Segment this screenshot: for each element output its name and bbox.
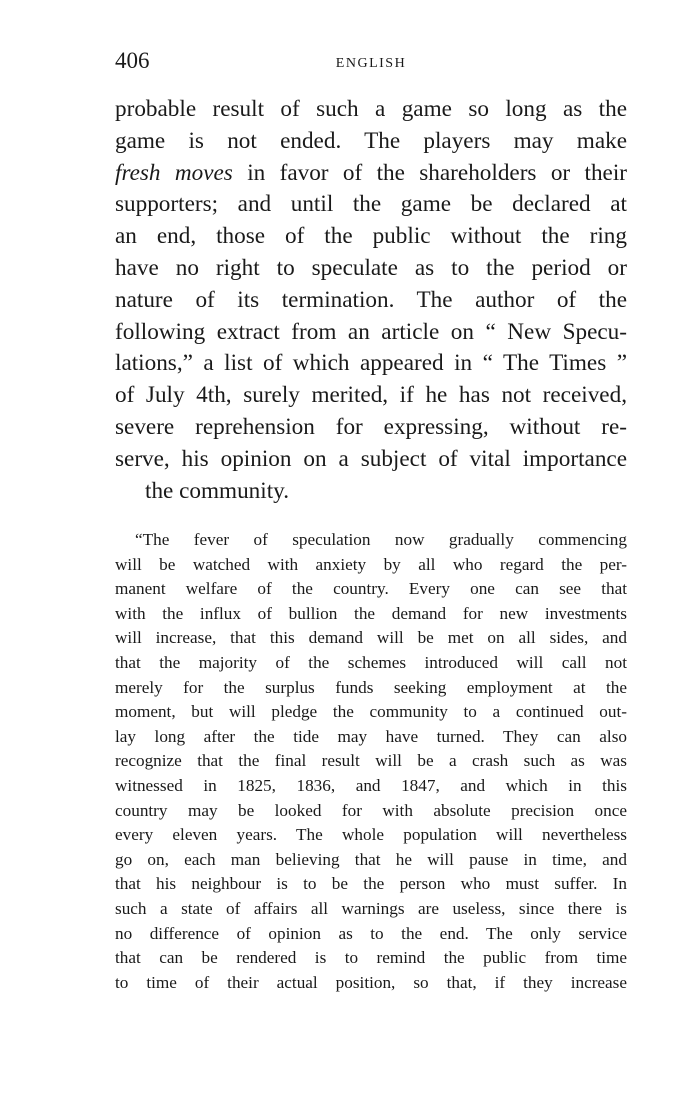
quote-line: will increase, that this demand will be met on all sides, and (115, 628, 627, 648)
body-line: nature of its termination. The author of the (115, 286, 627, 313)
body-line: severe reprehension for expressing, without re- (115, 413, 627, 440)
body-line: supporters; and until the game be declared at (115, 191, 627, 218)
quote-line: lay long after the tide may have turned. They can also (115, 726, 627, 746)
quote-line: moment, but will pledge the community to a continued out- (115, 702, 627, 722)
quote-line: such a state of affairs all warnings are useless, since there is (115, 898, 627, 918)
body-line: an end, those of the public without the ring (115, 223, 627, 250)
body-line: have no right to speculate as to the period or (115, 254, 627, 281)
quote-line: “The fever of speculation now gradually commencing (135, 530, 627, 549)
body-line: game is not ended. The players may make (115, 127, 627, 154)
body-line: of July 4th, surely merited, if he has not received, (115, 382, 627, 409)
running-title: ENGLISH (335, 56, 407, 71)
quote-line: recognize that the final result will be a crash such as was (115, 751, 627, 771)
body-line: lations,” a list of which appeared in “ The Times ” (115, 350, 627, 377)
body-line: serve, his opinion on a subject of vital importance (115, 445, 627, 472)
quote-line: no difference of opinion as to the end. The only service (115, 923, 627, 943)
quote-line: to time of their actual position, so that, if they increase (115, 972, 627, 992)
body-line: probable result of such a game so long as the (115, 96, 627, 122)
quote-line: that the majority of the schemes introduced will call not (115, 652, 627, 672)
quote-line: witnessed in 1825, 1836, and 1847, and which in this (115, 775, 627, 795)
quote-line: that his neighbour is to be the person who must suffer. In (115, 874, 627, 894)
page-number: 406 (115, 48, 150, 73)
quote-line: every eleven years. The whole population will nevertheless (115, 825, 627, 845)
quote-line: that can be rendered is to remind the public from time (115, 948, 627, 968)
body-paragraph (115, 94, 627, 507)
body-line-with-italic (115, 158, 627, 190)
quote-line: with the influx of bullion the demand for new investments (115, 603, 627, 623)
quote-line: will be watched with anxiety by all who regard the per- (115, 554, 627, 574)
quote-line: go on, each man believing that he will pause in time, and (115, 849, 627, 869)
block-quote (115, 528, 627, 995)
quote-line: manent welfare of the country. Every one can see that (115, 579, 627, 599)
body-line: following extract from an article on “ New Specu- (115, 318, 627, 345)
quote-line: merely for the surplus funds seeking employment at the (115, 677, 627, 697)
body-line: the community. (145, 477, 290, 504)
body-line-rest: in favor of the shareholders or their (247, 159, 627, 186)
italic-phrase: fresh moves (115, 159, 233, 186)
quote-line: country may be looked for with absolute precision once (115, 800, 627, 820)
page-header (115, 48, 627, 78)
